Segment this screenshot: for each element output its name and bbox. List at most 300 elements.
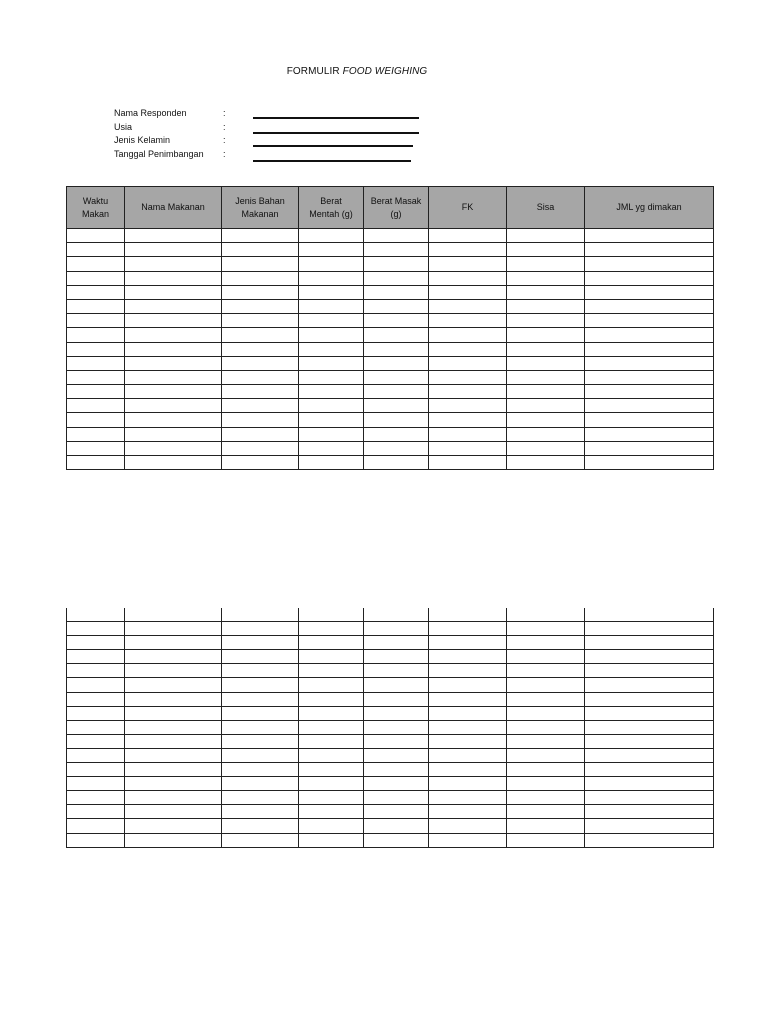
table-cell[interactable] <box>364 777 429 791</box>
table-cell[interactable] <box>67 608 125 622</box>
header-text: Jenis Bahan Makanan <box>235 195 285 219</box>
table-cell[interactable] <box>585 314 714 328</box>
table-cell[interactable] <box>222 314 299 328</box>
table-cell[interactable] <box>222 791 299 805</box>
table-cell[interactable] <box>299 748 364 762</box>
table-cell[interactable] <box>222 441 299 455</box>
table-cell[interactable] <box>429 692 507 706</box>
table-cell[interactable] <box>67 356 125 370</box>
table-cell[interactable] <box>429 664 507 678</box>
table-row <box>67 370 714 384</box>
table-cell[interactable] <box>125 328 222 342</box>
table-cell[interactable] <box>222 805 299 819</box>
table-cell[interactable] <box>585 257 714 271</box>
table-cell[interactable] <box>364 748 429 762</box>
table-cell[interactable] <box>222 692 299 706</box>
table-cell[interactable] <box>125 692 222 706</box>
table-cell[interactable] <box>364 285 429 299</box>
table-cell[interactable] <box>507 413 585 427</box>
table-cell[interactable] <box>364 791 429 805</box>
table-cell[interactable] <box>222 342 299 356</box>
table-cell[interactable] <box>125 456 222 470</box>
usia-line[interactable] <box>253 132 419 134</box>
table-cell[interactable] <box>67 819 125 833</box>
table-cell[interactable] <box>507 833 585 847</box>
table-cell[interactable] <box>507 791 585 805</box>
table-cell[interactable] <box>125 706 222 720</box>
table-cell[interactable] <box>507 427 585 441</box>
table-cell[interactable] <box>585 819 714 833</box>
table-cell[interactable] <box>222 413 299 427</box>
table-cell[interactable] <box>364 664 429 678</box>
table-cell[interactable] <box>507 285 585 299</box>
table-cell[interactable] <box>585 608 714 622</box>
nama-responden-line[interactable] <box>253 117 419 119</box>
table-cell[interactable] <box>507 636 585 650</box>
table-cell[interactable] <box>299 692 364 706</box>
table-cell[interactable] <box>67 299 125 313</box>
table-cell[interactable] <box>67 328 125 342</box>
table-cell[interactable] <box>585 229 714 243</box>
table-cell[interactable] <box>429 650 507 664</box>
table-cell[interactable] <box>222 636 299 650</box>
table-cell[interactable] <box>507 805 585 819</box>
table-cell[interactable] <box>299 608 364 622</box>
table-cell[interactable] <box>125 271 222 285</box>
table-cell[interactable] <box>67 399 125 413</box>
table-cell[interactable] <box>299 441 364 455</box>
table-cell[interactable] <box>507 763 585 777</box>
table-cell[interactable] <box>364 734 429 748</box>
table-cell[interactable] <box>585 636 714 650</box>
table-cell[interactable] <box>299 664 364 678</box>
table-cell[interactable] <box>585 285 714 299</box>
table-cell[interactable] <box>364 650 429 664</box>
table-cell[interactable] <box>585 692 714 706</box>
table-cell[interactable] <box>67 243 125 257</box>
table-cell[interactable] <box>222 271 299 285</box>
table-cell[interactable] <box>585 370 714 384</box>
table-cell[interactable] <box>364 356 429 370</box>
table-cell[interactable] <box>585 763 714 777</box>
header-nama-makanan <box>125 187 222 229</box>
table-cell[interactable] <box>429 777 507 791</box>
table-cell[interactable] <box>125 413 222 427</box>
table-cell[interactable] <box>299 342 364 356</box>
table-cell[interactable] <box>429 678 507 692</box>
table-cell[interactable] <box>429 399 507 413</box>
table-cell[interactable] <box>299 356 364 370</box>
table-cell[interactable] <box>429 243 507 257</box>
table-cell[interactable] <box>67 285 125 299</box>
table-cell[interactable] <box>125 229 222 243</box>
table-cell[interactable] <box>299 763 364 777</box>
table-row <box>67 243 714 257</box>
table-cell[interactable] <box>429 706 507 720</box>
table-cell[interactable] <box>299 777 364 791</box>
table-row <box>67 833 714 847</box>
table-cell[interactable] <box>67 342 125 356</box>
table-cell[interactable] <box>585 720 714 734</box>
table-cell[interactable] <box>507 608 585 622</box>
table-cell[interactable] <box>364 427 429 441</box>
table-cell[interactable] <box>429 328 507 342</box>
table-cell[interactable] <box>364 441 429 455</box>
table-cell[interactable] <box>299 636 364 650</box>
table-cell[interactable] <box>67 664 125 678</box>
table-cell[interactable] <box>222 427 299 441</box>
table-cell[interactable] <box>222 748 299 762</box>
table-cell[interactable] <box>585 299 714 313</box>
table-cell[interactable] <box>585 777 714 791</box>
table-cell[interactable] <box>125 385 222 399</box>
table-cell[interactable] <box>585 441 714 455</box>
table-cell[interactable] <box>125 650 222 664</box>
table-cell[interactable] <box>67 678 125 692</box>
table-cell[interactable] <box>507 692 585 706</box>
header-text: Nama Makanan <box>141 202 205 212</box>
table-cell[interactable] <box>299 706 364 720</box>
table-cell[interactable] <box>125 734 222 748</box>
table-cell[interactable] <box>585 748 714 762</box>
table-cell[interactable] <box>585 622 714 636</box>
table-cell[interactable] <box>507 678 585 692</box>
table-cell[interactable] <box>585 328 714 342</box>
table-cell[interactable] <box>364 342 429 356</box>
table-cell[interactable] <box>507 356 585 370</box>
table-cell[interactable] <box>222 664 299 678</box>
table-cell[interactable] <box>429 608 507 622</box>
table-cell[interactable] <box>222 456 299 470</box>
table-cell[interactable] <box>429 385 507 399</box>
table-cell[interactable] <box>299 622 364 636</box>
table-cell[interactable] <box>125 427 222 441</box>
table-cell[interactable] <box>222 229 299 243</box>
table-row <box>67 664 714 678</box>
table-cell[interactable] <box>299 456 364 470</box>
table-cell[interactable] <box>67 650 125 664</box>
table-cell[interactable] <box>125 342 222 356</box>
table-cell[interactable] <box>585 678 714 692</box>
table-cell[interactable] <box>125 791 222 805</box>
table-cell[interactable] <box>67 456 125 470</box>
jenis-kelamin-line[interactable] <box>253 145 413 147</box>
table-cell[interactable] <box>125 636 222 650</box>
table-cell[interactable] <box>299 791 364 805</box>
table-cell[interactable] <box>585 706 714 720</box>
table-cell[interactable] <box>299 385 364 399</box>
table-cell[interactable] <box>364 456 429 470</box>
table-cell[interactable] <box>222 299 299 313</box>
table-cell[interactable] <box>299 314 364 328</box>
table-cell[interactable] <box>585 399 714 413</box>
table-cell[interactable] <box>585 271 714 285</box>
table-cell[interactable] <box>429 720 507 734</box>
table-cell[interactable] <box>125 664 222 678</box>
table-cell[interactable] <box>125 356 222 370</box>
table-cell[interactable] <box>222 720 299 734</box>
table-cell[interactable] <box>364 399 429 413</box>
table-cell[interactable] <box>507 441 585 455</box>
table-cell[interactable] <box>507 257 585 271</box>
table-cell[interactable] <box>364 622 429 636</box>
table-cell[interactable] <box>429 413 507 427</box>
table-cell[interactable] <box>125 257 222 271</box>
header-berat-masak <box>364 187 429 229</box>
table-cell[interactable] <box>67 257 125 271</box>
header-jenis-bahan-makanan <box>222 187 299 229</box>
table-cell[interactable] <box>507 720 585 734</box>
table-cell[interactable] <box>507 706 585 720</box>
table-cell[interactable] <box>429 791 507 805</box>
table-cell[interactable] <box>507 819 585 833</box>
table-cell[interactable] <box>585 342 714 356</box>
table-row <box>67 720 714 734</box>
table-cell[interactable] <box>125 777 222 791</box>
table-cell[interactable] <box>125 608 222 622</box>
table-cell[interactable] <box>507 399 585 413</box>
table-row <box>67 257 714 271</box>
table-cell[interactable] <box>67 622 125 636</box>
table-cell[interactable] <box>364 413 429 427</box>
table-cell[interactable] <box>125 399 222 413</box>
table-cell[interactable] <box>429 314 507 328</box>
table-cell[interactable] <box>364 692 429 706</box>
table-cell[interactable] <box>507 385 585 399</box>
table-cell[interactable] <box>67 720 125 734</box>
table-cell[interactable] <box>125 833 222 847</box>
table-cell[interactable] <box>364 385 429 399</box>
table-cell[interactable] <box>67 692 125 706</box>
table-cell[interactable] <box>299 805 364 819</box>
table-row <box>67 271 714 285</box>
form-title-italic: FOOD WEIGHING <box>342 66 428 77</box>
table-cell[interactable] <box>299 285 364 299</box>
table-cell[interactable] <box>585 413 714 427</box>
table-cell[interactable] <box>222 622 299 636</box>
table-row <box>67 456 714 470</box>
table-cell[interactable] <box>585 833 714 847</box>
table-cell[interactable] <box>222 608 299 622</box>
table-cell[interactable] <box>222 650 299 664</box>
table-cell[interactable] <box>67 777 125 791</box>
table-cell[interactable] <box>364 833 429 847</box>
table-cell[interactable] <box>364 720 429 734</box>
table-cell[interactable] <box>507 734 585 748</box>
food-weighing-table-1 <box>66 186 714 470</box>
table-cell[interactable] <box>429 285 507 299</box>
table-cell[interactable] <box>429 427 507 441</box>
table-cell[interactable] <box>125 805 222 819</box>
table-cell[interactable] <box>125 370 222 384</box>
table-cell[interactable] <box>507 342 585 356</box>
table-cell[interactable] <box>429 622 507 636</box>
table-cell[interactable] <box>299 413 364 427</box>
table-cell[interactable] <box>67 441 125 455</box>
table-cell[interactable] <box>585 356 714 370</box>
info-colon: : <box>223 108 226 118</box>
table-cell[interactable] <box>507 456 585 470</box>
table-cell[interactable] <box>585 427 714 441</box>
table-cell[interactable] <box>222 763 299 777</box>
table-cell[interactable] <box>299 720 364 734</box>
table-cell[interactable] <box>429 356 507 370</box>
table-cell[interactable] <box>364 314 429 328</box>
table-cell[interactable] <box>299 650 364 664</box>
table-cell[interactable] <box>299 229 364 243</box>
table-cell[interactable] <box>299 243 364 257</box>
table-cell[interactable] <box>222 819 299 833</box>
table-cell[interactable] <box>299 678 364 692</box>
table-cell[interactable] <box>429 734 507 748</box>
table-cell[interactable] <box>364 608 429 622</box>
table-cell[interactable] <box>585 385 714 399</box>
table-cell[interactable] <box>222 678 299 692</box>
table-cell[interactable] <box>67 636 125 650</box>
table-cell[interactable] <box>364 678 429 692</box>
table-cell[interactable] <box>364 328 429 342</box>
table-cell[interactable] <box>299 819 364 833</box>
table-cell[interactable] <box>429 805 507 819</box>
table-cell[interactable] <box>364 243 429 257</box>
table-cell[interactable] <box>364 706 429 720</box>
table-cell[interactable] <box>429 229 507 243</box>
table-cell[interactable] <box>507 777 585 791</box>
header-fk <box>429 187 507 229</box>
table-cell[interactable] <box>429 342 507 356</box>
table-cell[interactable] <box>222 370 299 384</box>
table-cell[interactable] <box>507 314 585 328</box>
table-cell[interactable] <box>125 299 222 313</box>
table-cell[interactable] <box>364 819 429 833</box>
table-cell[interactable] <box>67 833 125 847</box>
table-cell[interactable] <box>125 285 222 299</box>
table-cell[interactable] <box>429 370 507 384</box>
table-cell[interactable] <box>67 271 125 285</box>
table-cell[interactable] <box>67 706 125 720</box>
table-cell[interactable] <box>507 328 585 342</box>
table-cell[interactable] <box>299 734 364 748</box>
table-cell[interactable] <box>299 399 364 413</box>
table-cell[interactable] <box>299 833 364 847</box>
table-cell[interactable] <box>67 763 125 777</box>
table-row <box>67 342 714 356</box>
table-cell[interactable] <box>429 819 507 833</box>
table-cell[interactable] <box>364 299 429 313</box>
info-label: Nama Responden <box>114 108 187 118</box>
table-cell[interactable] <box>364 229 429 243</box>
table-cell[interactable] <box>67 748 125 762</box>
table-cell[interactable] <box>299 257 364 271</box>
table-cell[interactable] <box>222 706 299 720</box>
table-cell[interactable] <box>299 370 364 384</box>
table-cell[interactable] <box>125 763 222 777</box>
table-cell[interactable] <box>67 229 125 243</box>
table-cell[interactable] <box>429 748 507 762</box>
table-cell[interactable] <box>67 413 125 427</box>
table-cell[interactable] <box>585 805 714 819</box>
table-cell[interactable] <box>429 833 507 847</box>
table-cell[interactable] <box>507 650 585 664</box>
table-cell[interactable] <box>364 636 429 650</box>
table-cell[interactable] <box>67 791 125 805</box>
table-cell[interactable] <box>67 805 125 819</box>
table-cell[interactable] <box>67 385 125 399</box>
table-cell[interactable] <box>429 456 507 470</box>
table-cell[interactable] <box>429 441 507 455</box>
table-row <box>67 805 714 819</box>
table-cell[interactable] <box>222 385 299 399</box>
table-cell[interactable] <box>585 650 714 664</box>
table-cell[interactable] <box>507 243 585 257</box>
table-cell[interactable] <box>67 370 125 384</box>
table-cell[interactable] <box>585 456 714 470</box>
table-cell[interactable] <box>364 271 429 285</box>
table-cell[interactable] <box>222 243 299 257</box>
table-cell[interactable] <box>507 299 585 313</box>
table-cell[interactable] <box>222 328 299 342</box>
table-cell[interactable] <box>222 833 299 847</box>
table-cell[interactable] <box>125 243 222 257</box>
table-cell[interactable] <box>364 370 429 384</box>
table-cell[interactable] <box>125 748 222 762</box>
table-cell[interactable] <box>67 314 125 328</box>
table-cell[interactable] <box>429 271 507 285</box>
table-cell[interactable] <box>364 257 429 271</box>
table-cell[interactable] <box>125 720 222 734</box>
table-cell[interactable] <box>429 257 507 271</box>
table-cell[interactable] <box>364 805 429 819</box>
table-cell[interactable] <box>429 636 507 650</box>
table-cell[interactable] <box>222 356 299 370</box>
table-cell[interactable] <box>222 399 299 413</box>
table-cell[interactable] <box>507 271 585 285</box>
table-cell[interactable] <box>222 734 299 748</box>
table-cell[interactable] <box>299 271 364 285</box>
table-cell[interactable] <box>585 243 714 257</box>
table-cell[interactable] <box>507 370 585 384</box>
table-cell[interactable] <box>67 734 125 748</box>
table-cell[interactable] <box>507 748 585 762</box>
table-cell[interactable] <box>125 441 222 455</box>
table-cell[interactable] <box>222 777 299 791</box>
table-cell[interactable] <box>67 427 125 441</box>
table-cell[interactable] <box>585 734 714 748</box>
table-cell[interactable] <box>507 229 585 243</box>
table-cell[interactable] <box>125 622 222 636</box>
table-cell[interactable] <box>507 664 585 678</box>
table-cell[interactable] <box>585 664 714 678</box>
table-cell[interactable] <box>222 285 299 299</box>
table-cell[interactable] <box>364 763 429 777</box>
table-cell[interactable] <box>585 791 714 805</box>
table-cell[interactable] <box>429 299 507 313</box>
table-row <box>67 692 714 706</box>
table-cell[interactable] <box>222 257 299 271</box>
tanggal-penimbangan-line[interactable] <box>253 160 411 162</box>
table-row <box>67 636 714 650</box>
table-cell[interactable] <box>125 678 222 692</box>
table-cell[interactable] <box>299 427 364 441</box>
table-cell[interactable] <box>299 328 364 342</box>
table-cell[interactable] <box>507 622 585 636</box>
form-title <box>0 66 714 77</box>
table-row <box>67 441 714 455</box>
table-cell[interactable] <box>125 819 222 833</box>
table-cell[interactable] <box>429 763 507 777</box>
table-cell[interactable] <box>125 314 222 328</box>
table-cell[interactable] <box>299 299 364 313</box>
